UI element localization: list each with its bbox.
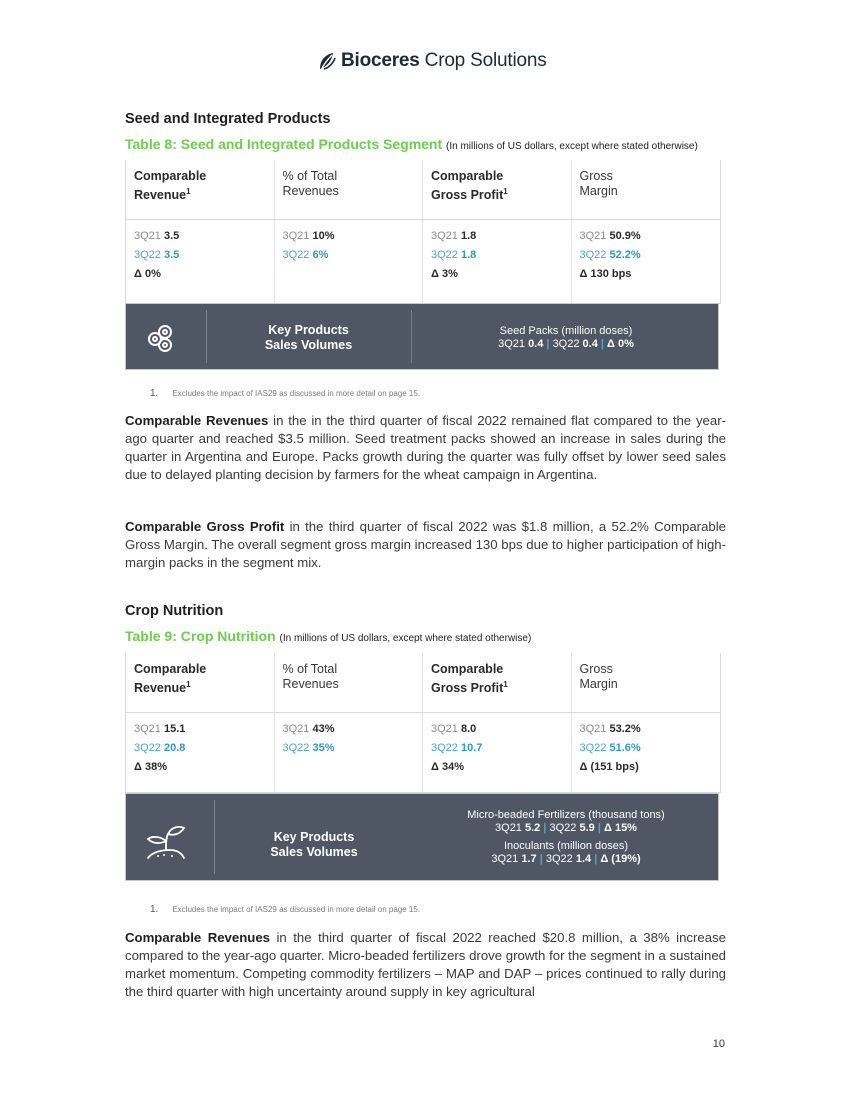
table-body-row — [126, 713, 720, 792]
key-products-banner-crop — [125, 793, 719, 881]
key-products-banner-seed — [125, 303, 719, 370]
header-line: Comparable — [431, 169, 504, 183]
value: 10.7 — [460, 742, 483, 754]
value: 3.5 — [163, 249, 180, 261]
value: 1.4 — [575, 853, 592, 865]
period-label: 3Q22 — [282, 742, 310, 754]
paragraph-text: in the in the third quarter of fiscal 2022 remained flat compared to the year-ago quarter and reached $3.5 million. Seed treatment packs showed an increase in sales during the quarter in Argentina and Europe. Packs growth during the quarter was fully offset by lower seed sales due to delayed planting decision by farmers for the wheat campaign in Argentina. — [125, 413, 726, 483]
key-products-label — [211, 323, 406, 353]
paragraph-crop-revenues — [125, 929, 726, 1001]
seed-packs-icon — [126, 304, 206, 369]
period-label: 3Q21 — [282, 723, 310, 735]
period-label: 3Q22 — [134, 742, 161, 754]
period-label: 3Q22 — [431, 249, 458, 261]
paragraph-seed-revenues — [125, 412, 726, 484]
footnote-text: Excludes the impact of IAS29 as discussed in more detail on page 15. — [172, 905, 421, 914]
table-cell — [275, 220, 424, 303]
header-line: Comparable — [134, 662, 207, 676]
table-caption-crop — [125, 628, 531, 644]
column-header-gross-margin — [572, 653, 721, 712]
value: 52.2% — [609, 249, 641, 261]
period-label: 3Q21 — [579, 230, 607, 242]
table-cell — [572, 220, 721, 303]
period-label: 3Q22 — [431, 742, 458, 754]
period-label: 3Q22 — [579, 742, 607, 754]
header-line: Margin — [579, 677, 618, 691]
paragraph-seed-gross-profit — [125, 518, 726, 572]
value: 5.9 — [579, 822, 595, 834]
paragraph-lead: Comparable Revenues — [125, 930, 271, 945]
section-title-seed: Seed and Integrated Products — [125, 111, 331, 127]
value: 0.4 — [528, 338, 544, 350]
header-line: Revenues — [282, 184, 339, 198]
column-header-comparable-revenue — [126, 160, 275, 219]
value: 5.2 — [525, 822, 541, 834]
footnote — [150, 904, 420, 915]
key-products-line: Key Products — [268, 323, 349, 337]
key-products-line: Sales Volumes — [270, 845, 358, 859]
table-caption-title: Table 8: Seed and Integrated Products Segment — [125, 136, 443, 152]
value: 0.4 — [582, 338, 598, 350]
table-header-row — [126, 653, 720, 713]
banner-divider — [411, 310, 412, 363]
period-label: 3Q21 — [495, 822, 522, 834]
footnote-number: 1. — [150, 388, 159, 399]
footnote-marker: 1 — [186, 680, 191, 689]
footnote-number: 1. — [150, 904, 159, 915]
table-cell — [572, 713, 721, 792]
period-label: 3Q22 — [134, 249, 161, 261]
key-products-line: Sales Volumes — [264, 338, 353, 352]
page-number: 10 — [712, 1038, 725, 1050]
paragraph-text: in the third quarter of fiscal 2022 reached $20.8 million, a 38% increase compared to the year-ago quarter. Micro-beaded fertilizers drove growth for the segment in a sustained market momentum. Competing commodity fertilizers – MAP and DAP – prices continued to rally during the third quarter with high uncertainty around supply in key agricultural — [125, 930, 726, 1000]
column-header-percent-total — [275, 653, 424, 712]
seed-segment-table — [125, 160, 721, 304]
table-caption-note: (In millions of US dollars, except where stated otherwise) — [446, 141, 698, 152]
value: 20.8 — [163, 742, 186, 754]
value: 53.2% — [609, 723, 641, 735]
crop-nutrition-table — [125, 653, 721, 793]
volume-title: Seed Packs (million doses) — [499, 325, 633, 337]
period-label: 3Q22 — [579, 249, 607, 261]
sales-volume-seed-packs: Seed Packs (million doses) 3Q21 0.4 | 3Q22 0.4 | Δ 0% — [498, 325, 634, 350]
period-label: 3Q21 — [491, 853, 519, 865]
value: 50.9% — [609, 230, 641, 242]
table-cell — [126, 220, 275, 303]
delta-value: Δ 38% — [134, 761, 167, 773]
delta-value: Δ 0% — [134, 268, 161, 280]
leaf-logo-icon — [318, 51, 337, 71]
footnote-marker: 1 — [503, 680, 508, 689]
period-label: 3Q21 — [282, 230, 310, 242]
footnote-marker: 1 — [186, 187, 191, 196]
footnote — [150, 388, 420, 399]
period-label: 3Q22 — [549, 822, 577, 834]
footnote-marker: 1 — [503, 187, 508, 196]
table-caption-title: Table 9: Crop Nutrition — [125, 628, 276, 644]
period-label: 3Q21 — [431, 230, 458, 242]
period-label: 3Q21 — [431, 723, 458, 735]
volume-title: Micro-beaded Fertilizers (thousand tons) — [467, 809, 665, 821]
header-line: Revenue — [134, 188, 187, 203]
sales-volume-micro-beaded: Micro-beaded Fertilizers (thousand tons) 3Q21 5.2 | 3Q22 5.9 | Δ 15% — [467, 809, 665, 834]
delta-value: Δ (19%) — [600, 853, 641, 865]
value: 43% — [312, 723, 335, 735]
header-line: Gross — [579, 662, 613, 676]
column-header-percent-total — [275, 160, 424, 219]
value: 6% — [312, 249, 329, 261]
header-line: Comparable — [431, 662, 504, 676]
value: 3.5 — [163, 230, 180, 242]
delta-value: Δ 130 bps — [579, 268, 632, 280]
value: 51.6% — [609, 742, 641, 754]
table-cell — [126, 713, 275, 792]
value: 1.8 — [460, 230, 477, 242]
column-header-gross-margin — [572, 160, 721, 219]
paragraph-text: in the third quarter of fiscal 2022 was $1.8 million, a 52.2% Comparable Gross Margin. The overall segment gross margin increased 130 bps due to higher participation of high-margin packs in the segment mix. — [125, 519, 726, 571]
sprout-icon — [126, 794, 214, 880]
period-label: 3Q22 — [545, 853, 573, 865]
delta-value: Δ 34% — [431, 761, 464, 773]
table-cell — [423, 713, 572, 792]
delta-value: Δ 3% — [431, 268, 458, 280]
table-cell — [423, 220, 572, 303]
period-label: 3Q22 — [552, 338, 580, 350]
header-line: Margin — [579, 184, 618, 198]
table-cell — [275, 713, 424, 792]
key-products-label — [214, 830, 414, 860]
delta-value: Δ 15% — [603, 822, 637, 834]
table-body-row — [126, 220, 720, 303]
header-line: Revenue — [134, 681, 187, 696]
header-line: Gross Profit — [431, 681, 504, 696]
footnote-text: Excludes the impact of IAS29 as discussed in more detail on page 15. — [172, 389, 421, 398]
banner-divider — [206, 310, 207, 363]
brand-name-light: Crop Solutions — [424, 50, 547, 71]
paragraph-lead: Comparable Gross Profit — [125, 519, 285, 534]
table-caption-seed — [125, 136, 698, 152]
period-label: 3Q22 — [282, 249, 310, 261]
period-label: 3Q21 — [579, 723, 607, 735]
header-line: Revenues — [282, 677, 339, 691]
header-line: Gross Profit — [431, 188, 504, 203]
header-line: Gross — [579, 169, 613, 183]
value: 1.7 — [521, 853, 537, 865]
section-title-crop: Crop Nutrition — [125, 603, 224, 619]
company-logo — [318, 49, 547, 73]
value: 35% — [312, 742, 335, 754]
column-header-comparable-gross-profit — [423, 653, 572, 712]
period-label: 3Q21 — [498, 338, 525, 350]
value: 15.1 — [163, 723, 186, 735]
column-header-comparable-gross-profit — [423, 160, 572, 219]
header-line: Comparable — [134, 169, 207, 183]
header-line: % of Total — [282, 169, 338, 183]
paragraph-lead: Comparable Revenues — [125, 413, 269, 428]
sales-volume-inoculants: Inoculants (million doses) 3Q21 1.7 | 3Q22 1.4 | Δ (19%) — [491, 840, 641, 865]
period-label: 3Q21 — [134, 230, 161, 242]
column-header-comparable-revenue — [126, 653, 275, 712]
table-header-row — [126, 160, 720, 220]
value: 10% — [312, 230, 335, 242]
delta-value: Δ (151 bps) — [579, 761, 639, 773]
brand-name-bold: Bioceres — [341, 50, 420, 71]
delta-value: Δ 0% — [607, 338, 634, 350]
value: 1.8 — [460, 249, 477, 261]
key-products-line: Key Products — [273, 830, 355, 844]
table-caption-note: (In millions of US dollars, except where stated otherwise) — [279, 633, 532, 644]
volume-title: Inoculants (million doses) — [503, 840, 629, 852]
period-label: 3Q21 — [134, 723, 161, 735]
header-line: % of Total — [282, 662, 338, 676]
value: 8.0 — [460, 723, 477, 735]
